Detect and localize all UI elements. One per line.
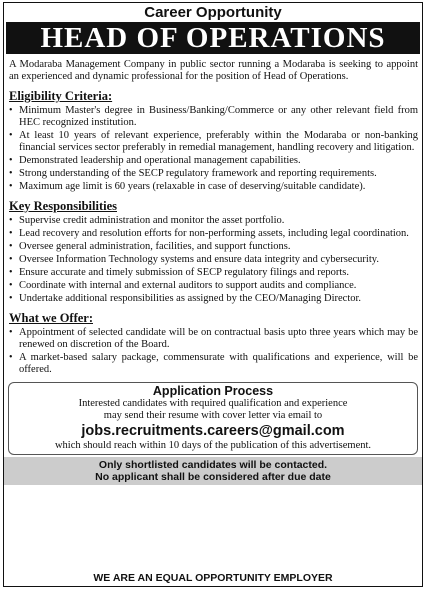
application-email[interactable]: jobs.recruitments.careers@gmail.com	[81, 423, 345, 439]
application-line-2: may send their resume with cover letter via email to	[103, 410, 323, 421]
bullet-icon: •	[9, 228, 13, 239]
responsibilities-heading: Key Responsibilities	[9, 199, 117, 213]
bullet-icon: •	[9, 181, 13, 192]
bullet-icon: •	[9, 280, 13, 291]
list-item: • Oversee Information Technology systems and ensure data integrity and cybersecurity.	[9, 254, 379, 265]
list-item: • Maximum age limit is 60 years (relaxable in case of deserving/suitable candidate).	[9, 181, 366, 192]
career-opportunity-label: Career Opportunity	[144, 4, 282, 21]
shortlist-notice	[4, 457, 422, 485]
list-item: • Strong understanding of the SECP regulatory framework and reporting requirements.	[9, 168, 377, 179]
eligibility-list	[9, 105, 418, 193]
list-item: • Undertake additional responsibilities as assigned by the CEO/Managing Director.	[9, 293, 362, 304]
application-process-heading: Application Process	[152, 384, 274, 398]
advertisement-body	[4, 54, 422, 376]
list-item: • Coordinate with internal and external auditors to support audits and compliance.	[9, 280, 357, 291]
list-item: • Oversee general administration, facilities, and support functions.	[9, 241, 291, 252]
list-item: • A market-based salary package, commensurate with qualifications and experience, will be offered.	[9, 352, 418, 375]
bullet-icon: •	[9, 352, 13, 363]
application-line-3: which should reach within 10 days of the publication of this advertisement.	[54, 440, 372, 451]
offer-heading: What we Offer:	[9, 311, 93, 325]
notice-line-1: Only shortlisted candidates will be contacted.	[98, 459, 328, 471]
list-item: • At least 10 years of relevant experience, preferably within the Modaraba or non-banking financial services sector preferably in remedial management, handling recovery and litigation.	[9, 130, 418, 153]
bullet-icon: •	[9, 130, 13, 141]
bullet-icon: •	[9, 168, 13, 179]
eligibility-heading: Eligibility Criteria:	[9, 89, 113, 103]
list-item: • Supervise credit administration and monitor the asset portfolio.	[9, 215, 285, 226]
bullet-icon: •	[9, 267, 13, 278]
responsibilities-list	[9, 215, 418, 305]
list-item: • Lead recovery and resolution efforts for non-performing assets, including legal coordination.	[9, 228, 409, 239]
bullet-icon: •	[9, 241, 13, 252]
position-title-banner: HEAD OF OPERATIONS	[6, 22, 420, 54]
offer-list	[9, 327, 418, 376]
bullet-icon: •	[9, 155, 13, 166]
bullet-icon: •	[9, 293, 13, 304]
list-item: • Ensure accurate and timely submission of SECP regulatory filings and reports.	[9, 267, 350, 278]
list-item: • Minimum Master's degree in Business/Banking/Commerce or any other relevant field from HEC recognized institution.	[9, 105, 418, 128]
equal-opportunity-footer: WE ARE AN EQUAL OPPORTUNITY EMPLOYER	[93, 572, 333, 584]
bullet-icon: •	[9, 254, 13, 265]
intro-paragraph: A Modaraba Management Company in public sector running a Modaraba is seeking to appoint an experienced and dynamic professional for the position of Head of Operations.	[9, 59, 418, 82]
bullet-icon: •	[9, 105, 13, 116]
list-item: • Appointment of selected candidate will be on contractual basis upto three years which may be renewed on discretion of the Board.	[9, 327, 418, 350]
list-item: • Demonstrated leadership and operational management capabilities.	[9, 155, 301, 166]
notice-line-2: No applicant shall be considered after due date	[95, 471, 331, 483]
bullet-icon: •	[9, 327, 13, 338]
application-process-box	[8, 382, 418, 455]
job-advertisement	[3, 2, 423, 587]
bullet-icon: •	[9, 215, 13, 226]
application-line-1: Interested candidates with required qualification and experience	[78, 398, 348, 409]
